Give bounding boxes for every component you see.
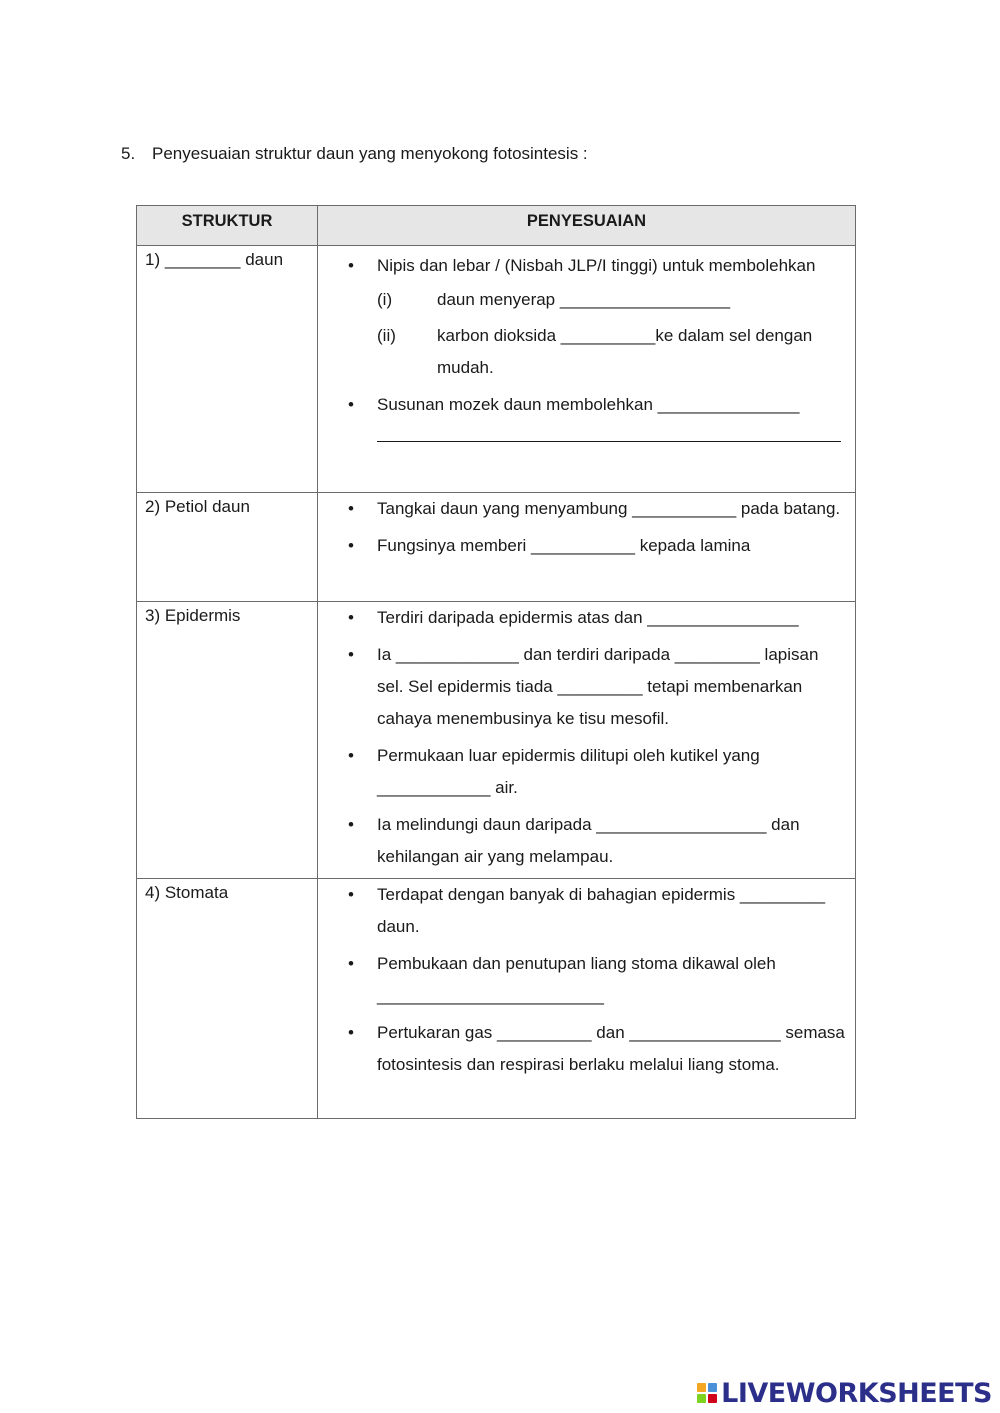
point-text: Permukaan luar epidermis dilitupi oleh kutikel yang ____________ air.	[377, 746, 760, 797]
structure-cell	[137, 879, 318, 1119]
point-text: Fungsinya memberi ___________ kepada lamina	[377, 536, 751, 555]
table-row	[137, 602, 856, 879]
adaptation-cell	[318, 246, 856, 493]
logo-square	[708, 1383, 717, 1392]
structure-cell	[137, 246, 318, 493]
structure-label: 2) Petiol daun	[145, 497, 250, 516]
worksheet-table	[136, 205, 856, 1119]
header-adaptation: PENYESUAIAN	[318, 206, 856, 246]
answer-line	[377, 421, 847, 453]
point-text: Terdapat dengan banyak di bahagian epidermis _________ daun.	[377, 885, 826, 936]
sub-item	[377, 320, 847, 384]
point-text: Terdiri daripada epidermis atas dan ________________	[377, 608, 799, 627]
logo-square	[697, 1394, 706, 1403]
logo-text: LIVEWORKSHEETS	[721, 1377, 992, 1409]
question-number: 5.	[121, 144, 136, 163]
logo-square	[708, 1394, 717, 1403]
header-structure: STRUKTUR	[137, 206, 318, 246]
table-row	[137, 493, 856, 602]
sub-text: daun menyerap __________________	[437, 290, 731, 309]
adaptation-cell	[318, 602, 856, 879]
list-item	[326, 1017, 847, 1081]
structure-label: 3) Epidermis	[145, 606, 241, 625]
structure-label: 4) Stomata	[145, 883, 229, 902]
point-text: Ia _____________ dan terdiri daripada _________ lapisan sel. Sel epidermis tiada _________ tetapi membenarkan cahaya menembusinya ke tisu mesofil.	[377, 645, 819, 728]
structure-cell	[137, 602, 318, 879]
list-item	[326, 948, 847, 1012]
roman-numeral: (i)	[377, 290, 393, 309]
list-item	[326, 389, 847, 453]
question-text: Penyesuaian struktur daun yang menyokong fotosintesis :	[152, 144, 588, 163]
adaptation-cell	[318, 493, 856, 602]
point-text: Ia melindungi daun daripada __________________ dan kehilangan air yang melampau.	[377, 815, 800, 866]
question-prompt	[121, 143, 588, 165]
table-row	[137, 879, 856, 1119]
list-item	[326, 493, 847, 525]
sub-item	[377, 284, 847, 316]
list-item	[326, 809, 847, 873]
table-header-row	[137, 206, 856, 246]
list-item	[326, 250, 847, 384]
logo-mark-icon	[697, 1383, 717, 1403]
list-item	[326, 530, 847, 562]
table-row	[137, 246, 856, 493]
logo-square	[697, 1383, 706, 1392]
roman-numeral: (ii)	[377, 326, 396, 345]
adaptation-cell	[318, 879, 856, 1119]
sub-text: karbon dioksida __________ke dalam sel dengan mudah.	[437, 326, 813, 377]
liveworksheets-logo	[697, 1378, 992, 1408]
point-text: Pembukaan dan penutupan liang stoma dikawal oleh ________________________	[377, 954, 776, 1005]
list-item	[326, 602, 847, 634]
point-text: Susunan mozek daun membolehkan _______________	[377, 395, 800, 414]
point-text: Pertukaran gas __________ dan ________________ semasa fotosintesis dan respirasi berlaku melalui liang stoma.	[377, 1023, 845, 1074]
list-item	[326, 740, 847, 804]
structure-cell	[137, 493, 318, 602]
point-text: Nipis dan lebar / (Nisbah JLP/I tinggi) untuk membolehkan	[377, 256, 816, 275]
point-text: Tangkai daun yang menyambung ___________ pada batang.	[377, 499, 841, 518]
list-item	[326, 639, 847, 735]
structure-label: 1) ________ daun	[145, 250, 284, 269]
list-item	[326, 879, 847, 943]
